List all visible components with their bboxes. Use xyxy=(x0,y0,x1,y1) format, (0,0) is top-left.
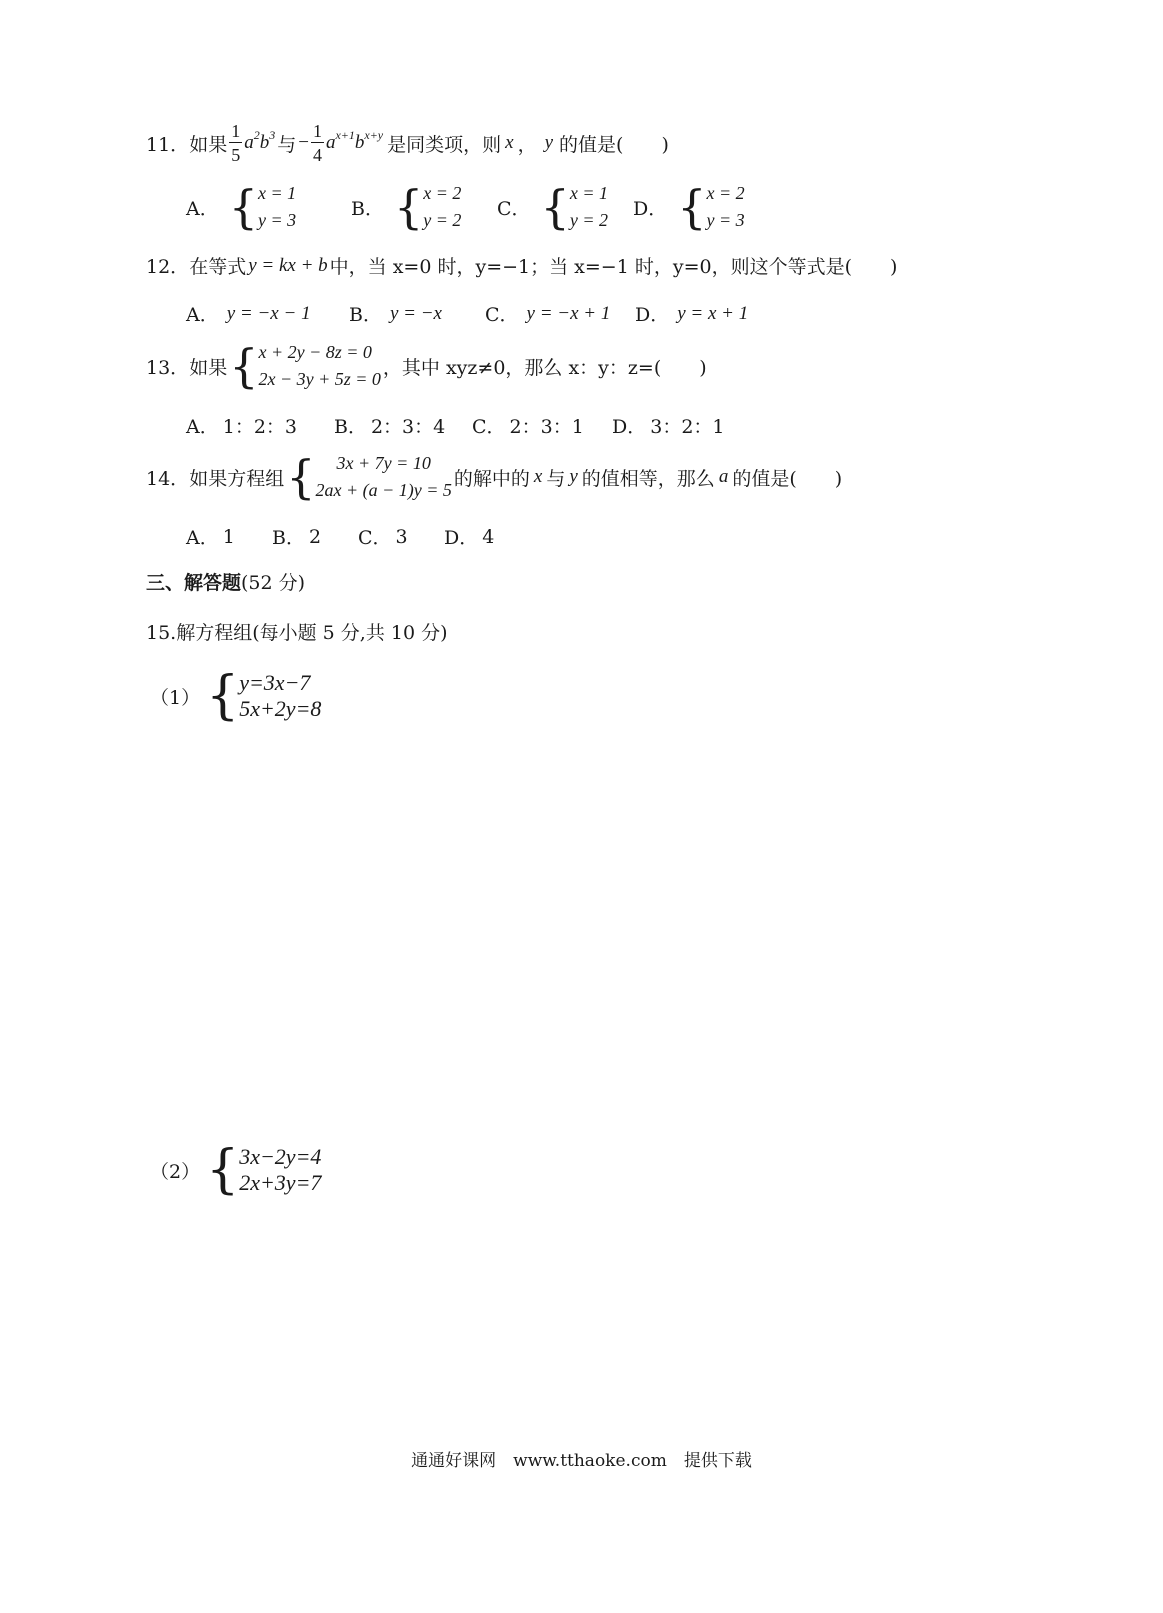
var-y: y xyxy=(569,466,578,487)
var-y: y xyxy=(544,132,554,153)
question-text: 在等式 xyxy=(189,256,247,278)
equation-row: x = 1 xyxy=(569,183,608,203)
option-a[interactable] xyxy=(186,523,272,550)
section-title: 三、解答题 xyxy=(146,572,242,594)
equation-row: y = 3 xyxy=(258,210,297,230)
q12-options xyxy=(186,300,748,327)
option-text: y = −x − 1 xyxy=(226,302,311,324)
equation-system: { x = 2 y = 2 xyxy=(393,180,462,234)
q14-options xyxy=(186,523,494,550)
question-text: 如果 xyxy=(189,356,228,379)
option-label: A． xyxy=(186,197,219,220)
var-x: x xyxy=(505,132,514,153)
q11-options xyxy=(186,180,747,234)
option-c[interactable] xyxy=(358,523,444,550)
option-d[interactable] xyxy=(635,300,748,327)
option-d[interactable] xyxy=(612,412,725,439)
question-13 xyxy=(146,339,707,393)
option-label: C． xyxy=(472,416,506,438)
question-text: 与 xyxy=(277,133,297,156)
page-footer: 通通好课网 www.tthaoke.com 提供下载 xyxy=(411,1451,752,1471)
option-a[interactable] xyxy=(186,300,349,327)
option-text: y = −x xyxy=(389,302,442,324)
option-label: D． xyxy=(633,197,668,220)
equation-row: 2x − 3y + 5z = 0 xyxy=(258,369,381,389)
option-label: A． xyxy=(186,416,219,438)
equation-row: y = 3 xyxy=(706,210,745,230)
question-14 xyxy=(146,450,842,504)
term-a-b-powers: $a^{x+1}b^{x+y}$ xyxy=(325,127,384,153)
option-label: C． xyxy=(497,197,531,220)
question-text: 15.解方程组(每小题 5 分,共 10 分) xyxy=(146,622,448,644)
option-b[interactable] xyxy=(272,523,358,550)
equation-system: { x = 2 y = 3 xyxy=(677,180,745,234)
equation-system: { 3x−2y=4 2x+3y=7 xyxy=(206,1140,322,1201)
term-a2b3: $a^2b^3$ xyxy=(244,127,276,153)
fraction-one-fourth: $\frac{1}{4}$ xyxy=(312,121,322,165)
equation-row: 2x+3y=7 xyxy=(239,1170,322,1196)
q15-part-1 xyxy=(150,666,323,727)
option-d[interactable] xyxy=(633,180,747,234)
equation-row: 3x + 7y = 10 xyxy=(336,453,431,473)
question-text: 与 xyxy=(546,467,566,490)
option-text: 2 xyxy=(308,525,322,548)
question-15-title xyxy=(146,618,448,645)
option-a[interactable] xyxy=(186,180,351,234)
option-b[interactable] xyxy=(351,180,497,234)
question-text: 中，当 x=0 时，y=−1；当 x=−1 时，y=0，则这个等式是( ) xyxy=(329,256,898,278)
equation-row: 3x−2y=4 xyxy=(239,1144,322,1169)
option-label: A． xyxy=(186,304,219,326)
option-text: 2：3：4 xyxy=(370,416,446,438)
equation-row: 5x+2y=8 xyxy=(239,696,322,722)
question-text: 如果方程组 xyxy=(189,467,285,490)
option-text: y = −x + 1 xyxy=(526,302,611,324)
question-text: 的值是( ) xyxy=(732,467,843,490)
option-text: 2：3：1 xyxy=(509,416,584,438)
fraction-one-fifth: $\frac{1}{5}$ xyxy=(231,121,241,165)
equation-system: { x + 2y − 8z = 0 2x − 3y + 5z = 0 xyxy=(229,339,381,393)
option-text: 1：2：3 xyxy=(222,416,297,438)
option-label: D． xyxy=(635,304,670,326)
formula: y = kx + b xyxy=(248,254,328,276)
minus-sign: − xyxy=(298,132,309,153)
equation-row: 2ax + (a − 1)y = 5 xyxy=(315,480,452,500)
question-number: 14． xyxy=(146,467,190,490)
equation-row: x + 2y − 8z = 0 xyxy=(258,342,372,362)
option-c[interactable] xyxy=(485,300,635,327)
option-label: D． xyxy=(612,416,647,438)
option-a[interactable] xyxy=(186,412,334,439)
question-text: ，其中 xyz≠0，那么 x：y：z=( ) xyxy=(382,356,707,379)
question-text: 的值相等，那么 xyxy=(581,467,715,490)
option-label: B． xyxy=(351,197,384,220)
part-label: （2） xyxy=(150,1160,201,1183)
question-11 xyxy=(146,122,669,164)
equation-system: { 3x + 7y = 10 2ax + (a − 1)y = 5 xyxy=(286,450,452,504)
option-text: 4 xyxy=(482,525,495,548)
q15-part-2 xyxy=(150,1140,323,1201)
equation-row: x = 1 xyxy=(258,183,297,203)
equation-row: x = 2 xyxy=(706,183,745,203)
option-text: 1 xyxy=(222,525,235,548)
option-label: C． xyxy=(358,527,392,549)
question-text: 是同类项，则 xyxy=(387,133,502,156)
equation-system: { y=3x−7 5x+2y=8 xyxy=(206,666,322,727)
var-x: x xyxy=(533,466,543,487)
option-text: y = x + 1 xyxy=(677,302,749,324)
equation-row: y = 2 xyxy=(423,210,462,230)
section-heading xyxy=(146,568,305,595)
option-label: B． xyxy=(272,527,305,549)
question-text: 的值是( ) xyxy=(559,133,669,156)
option-text: 3 xyxy=(395,525,408,548)
option-d[interactable] xyxy=(444,523,494,550)
option-label: D． xyxy=(444,527,479,549)
question-12 xyxy=(146,252,897,279)
option-label: C． xyxy=(485,304,519,326)
part-label: （1） xyxy=(150,686,201,709)
option-label: B． xyxy=(349,304,382,326)
question-text: 如果 xyxy=(189,133,228,156)
question-text: 的解中的 xyxy=(453,467,530,490)
equation-system: { x = 1 y = 2 xyxy=(540,180,608,234)
option-c[interactable] xyxy=(497,180,633,234)
option-c[interactable] xyxy=(472,412,612,439)
equation-system: { x = 1 y = 3 xyxy=(228,180,297,234)
equation-row: y=3x−7 xyxy=(239,670,311,695)
section-score: (52 分) xyxy=(241,572,306,594)
var-a: a xyxy=(718,466,729,487)
option-label: A． xyxy=(186,527,219,549)
question-text: ， xyxy=(517,133,537,156)
option-text: 3：2：1 xyxy=(650,416,725,438)
option-b[interactable] xyxy=(349,300,485,327)
equation-row: x = 2 xyxy=(423,183,462,203)
option-b[interactable] xyxy=(334,412,472,439)
equation-row: y = 2 xyxy=(569,210,608,230)
question-number: 13． xyxy=(146,356,190,379)
question-number: 12． xyxy=(146,256,190,278)
option-label: B． xyxy=(334,416,367,438)
question-number: 11． xyxy=(146,133,190,156)
q13-options xyxy=(186,412,725,439)
